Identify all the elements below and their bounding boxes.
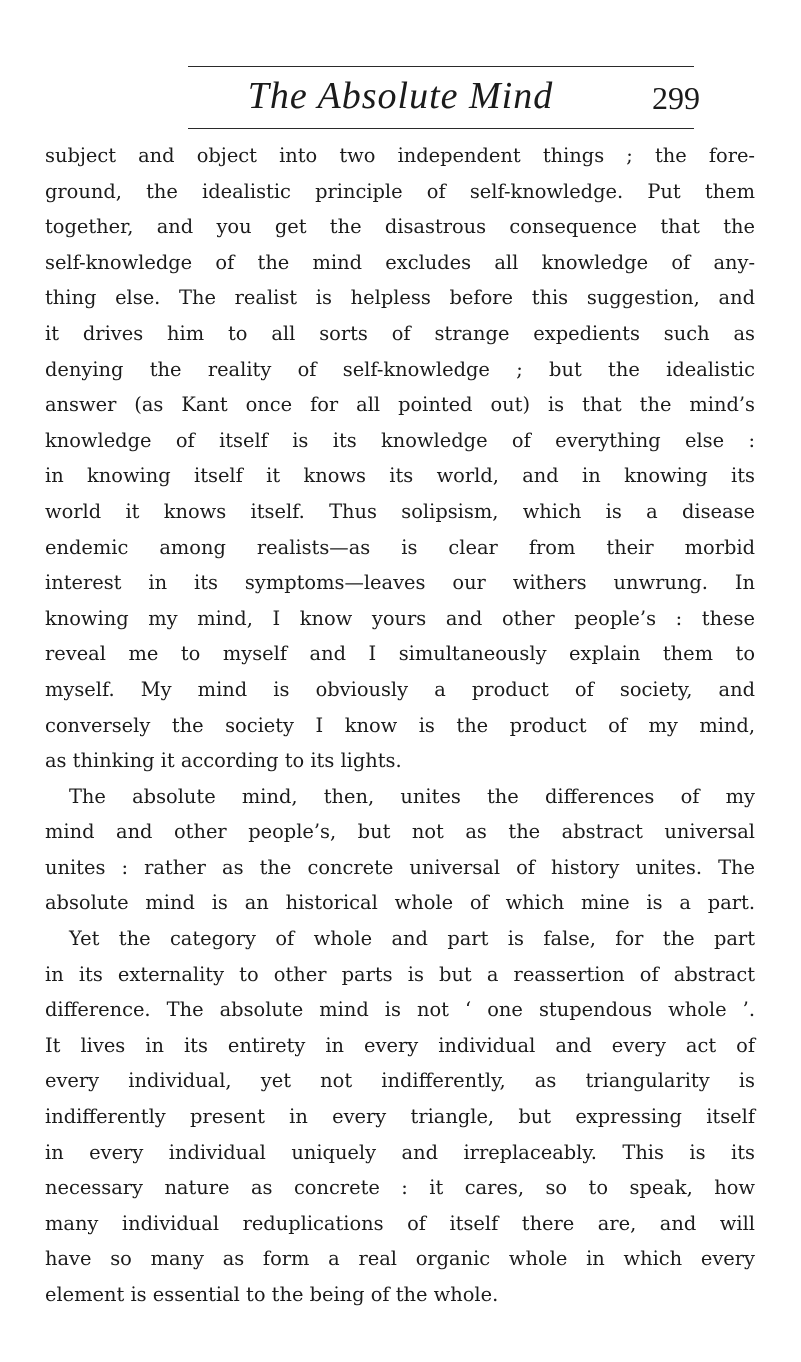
body-text — [45, 138, 755, 1313]
text-line: unites : rather as the concrete universal of history unites. The — [45, 855, 755, 879]
page-number: 299 — [652, 80, 700, 116]
text-line: knowing my mind, I know yours and other people’s : these — [45, 606, 755, 630]
text-line: world it knows itself. Thus solipsism, which is a disease — [45, 499, 755, 523]
text-line: every individual, yet not indifferently, as triangularity is — [45, 1069, 755, 1093]
text-line: myself. My mind is obviously a product of society, and — [45, 677, 755, 701]
running-title: The Absolute Mind — [247, 75, 554, 117]
text-line: in its externality to other parts is but a reassertion of abstract — [45, 962, 755, 986]
text-line: The absolute mind, then, unites the differences of my — [69, 784, 755, 808]
text-line: ground, the idealistic principle of self-knowledge. Put them — [45, 179, 755, 203]
text-line: it drives him to all sorts of strange expedients such as — [45, 321, 755, 345]
text-line: conversely the society I know is the product of my mind, — [45, 713, 755, 737]
text-line: together, and you get the disastrous consequence that the — [45, 215, 755, 239]
text-line: many individual reduplications of itself there are, and will — [45, 1211, 755, 1235]
text-line: answer (as Kant once for all pointed out) is that the mind’s — [45, 393, 755, 417]
text-line: difference. The absolute mind is not ‘ one stupendous whole ’. — [45, 998, 755, 1022]
text-line: thing else. The realist is helpless before this suggestion, and — [45, 286, 755, 310]
text-line: It lives in its entirety in every individual and every act of — [45, 1033, 755, 1057]
text-line: absolute mind is an historical whole of which mine is a part. — [45, 891, 755, 915]
text-line: element is essential to the being of the whole. — [45, 1283, 499, 1306]
text-line: have so many as form a real organic whole in which every — [45, 1247, 755, 1271]
text-line: reveal me to myself and I simultaneously explain them to — [45, 642, 755, 666]
text-line: in every individual uniquely and irreplaceably. This is its — [45, 1140, 755, 1164]
text-line: Yet the category of whole and part is false, for the part — [69, 927, 755, 951]
text-line: denying the reality of self-knowledge ; but the idealistic — [45, 357, 755, 381]
text-line: in knowing itself it knows its world, and in knowing its — [45, 464, 755, 488]
text-line: mind and other people’s, but not as the abstract universal — [45, 820, 755, 844]
header-rule-top — [188, 66, 694, 67]
text-line: indifferently present in every triangle, but expressing itself — [45, 1105, 755, 1129]
text-line: necessary nature as concrete : it cares, so to speak, how — [45, 1176, 755, 1200]
text-line: self-knowledge of the mind excludes all knowledge of any- — [45, 250, 755, 274]
text-line: as thinking it according to its lights. — [45, 749, 402, 773]
header-rule-bottom — [188, 128, 694, 129]
text-line: endemic among realists—as is clear from their morbid — [45, 535, 755, 559]
text-line: subject and object into two independent things ; the fore- — [45, 144, 755, 167]
text-line: interest in its symptoms—leaves our withers unwrung. In — [45, 571, 755, 595]
text-line: knowledge of itself is its knowledge of everything else : — [45, 428, 755, 452]
